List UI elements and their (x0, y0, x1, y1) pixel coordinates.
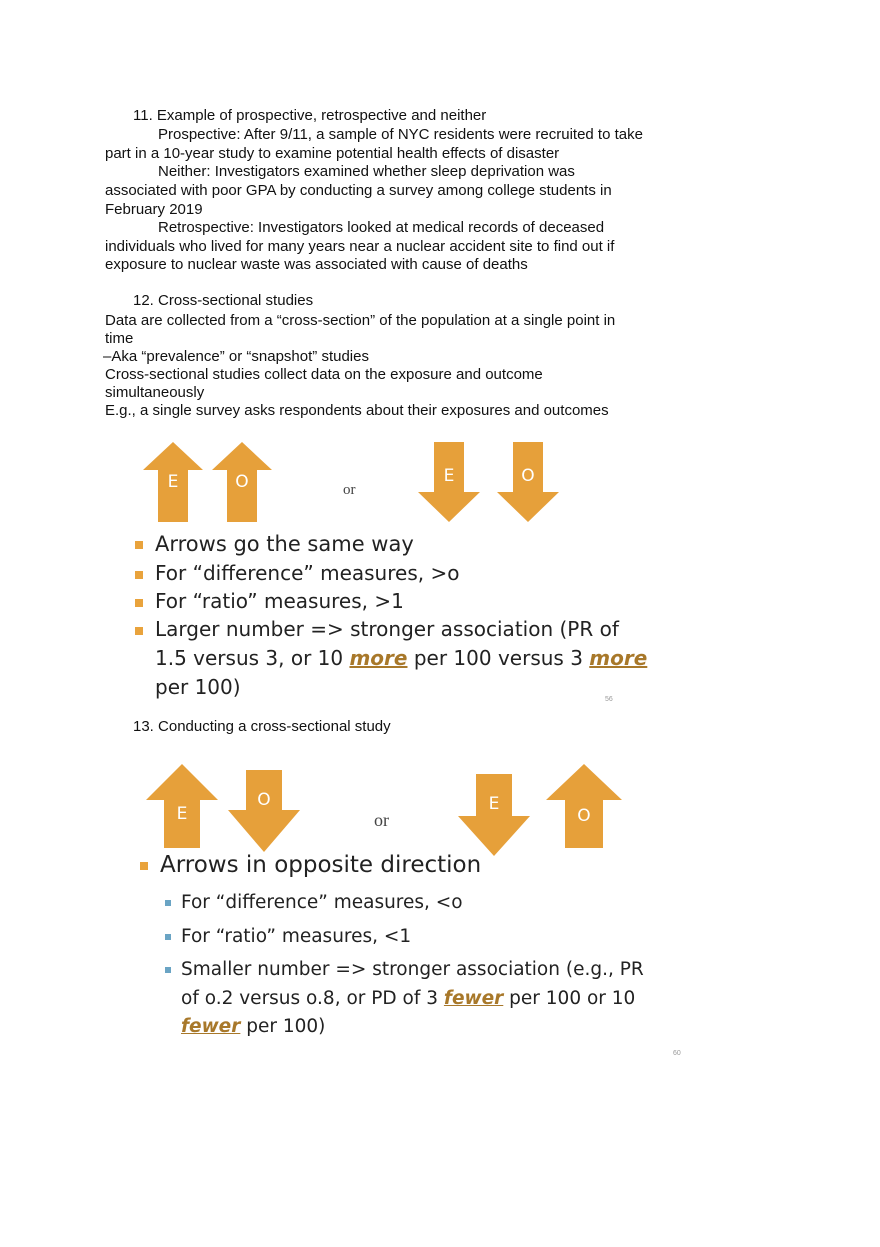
text-line: simultaneously (105, 384, 205, 401)
slide-page-number: 60 (673, 1050, 681, 1057)
arrow-label: O (257, 790, 271, 810)
arrow-up-icon (546, 764, 622, 848)
arrow-down-icon (418, 442, 480, 522)
text-line: Data are collected from a “cross-section” of the population at a single point in (105, 312, 616, 329)
arrow-label: E (443, 466, 455, 486)
or-text: or (374, 810, 389, 830)
slide-sub-bullet: For “difference” measures, >o (135, 561, 459, 585)
arrow-label: O (521, 466, 535, 486)
text-line: February 2019 (105, 201, 203, 218)
arrow-up-icon (146, 764, 218, 848)
slide-sub-bullet: Larger number => stronger association (PR of (135, 617, 619, 641)
arrow-label: E (176, 804, 188, 824)
slide-same-direction (0, 432, 880, 707)
slide-bullet: Arrows in opposite direction (140, 852, 481, 878)
text-line: –Aka “prevalence” or “snapshot” studies (103, 348, 369, 365)
text-line: Prospective: After 9/11, a sample of NYC residents were recruited to take (158, 126, 643, 143)
arrow-label: E (167, 472, 179, 492)
arrow-label: E (488, 794, 500, 814)
slide-sub-bullet: Smaller number => stronger association (e.g., PR (165, 959, 644, 980)
slide-page-number: 56 (605, 696, 613, 703)
slide-sub-bullet-cont: per 100) (155, 675, 241, 699)
text-line: exposure to nuclear waste was associated with cause of deaths (105, 256, 528, 273)
or-text: or (343, 482, 356, 498)
slide-sub-bullet-cont: fewer per 100) (181, 1016, 326, 1037)
arrow-down-icon (228, 770, 300, 852)
slide-opposite-direction (0, 740, 880, 1070)
arrow-down-icon (497, 442, 559, 522)
arrow-up-icon (143, 442, 203, 522)
arrow-up-icon (212, 442, 272, 522)
heading-12: 12. Cross-sectional studies (133, 292, 314, 309)
slide-bullet: Arrows go the same way (135, 532, 414, 556)
slide-sub-bullet-cont: of o.2 versus o.8, or PD of 3 fewer per 100 or 10 (181, 988, 636, 1009)
text-line: time (105, 330, 134, 347)
arrow-label: O (577, 806, 591, 826)
text-line: Cross-sectional studies collect data on the exposure and outcome (105, 366, 543, 383)
heading-11: 11. Example of prospective, retrospective and neither (133, 107, 487, 124)
arrow-down-icon (458, 774, 530, 856)
arrow-label: O (235, 472, 249, 492)
slide-sub-bullet: For “ratio” measures, >1 (135, 589, 404, 613)
text-line: Retrospective: Investigators looked at medical records of deceased (158, 219, 605, 236)
slide-sub-bullet: For “difference” measures, <o (165, 892, 463, 913)
text-line: part in a 10-year study to examine potential health effects of disaster (105, 145, 560, 162)
text-line: individuals who lived for many years near a nuclear accident site to find out if (105, 238, 615, 255)
text-line: Neither: Investigators examined whether sleep deprivation was (158, 163, 575, 180)
slide-sub-bullet-cont: 1.5 versus 3, or 10 more per 100 versus 3 more (155, 646, 648, 670)
slide-sub-bullet: For “ratio” measures, <1 (165, 926, 411, 947)
text-line: associated with poor GPA by conducting a survey among college students in (105, 182, 612, 199)
text-line: E.g., a single survey asks respondents about their exposures and outcomes (105, 402, 609, 419)
heading-13: 13. Conducting a cross-sectional study (133, 718, 391, 735)
